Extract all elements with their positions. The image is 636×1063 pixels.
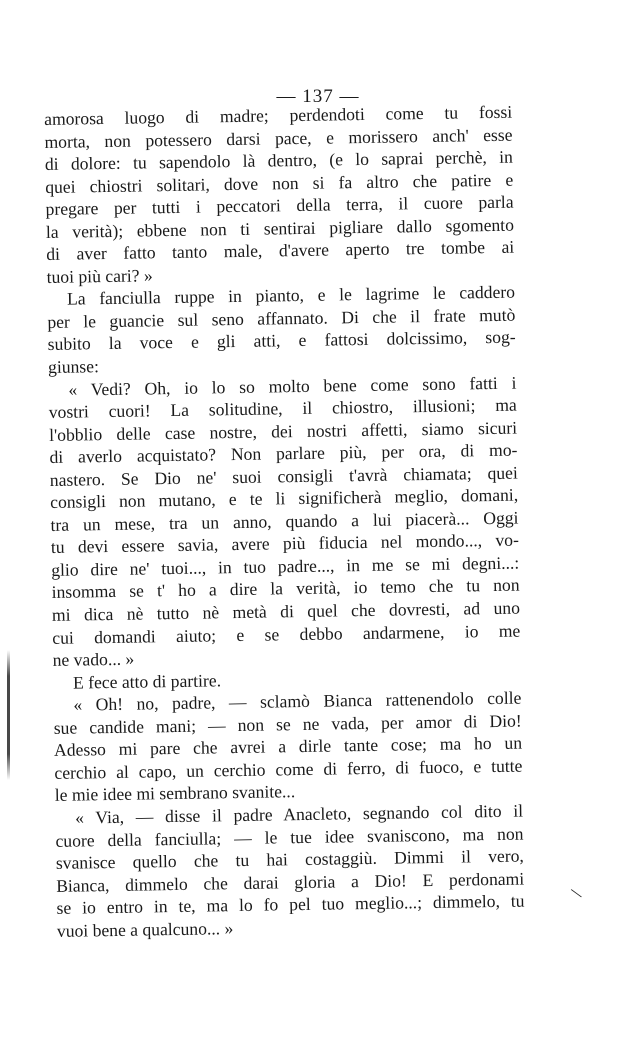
- text-line: tra un mese, tra un anno, quando a lui piacerà... Oggi: [50, 507, 519, 535]
- text-line: sue candide mani; — non se ne vada, per amor di Dio!: [53, 710, 522, 738]
- binding-shadow: [7, 650, 10, 780]
- page-number: — 137 —: [276, 86, 360, 107]
- text-line: ne vado... »: [52, 648, 135, 671]
- text-line: di aver fatto tanto male, d'avere aperto tre tombe ai: [46, 236, 515, 265]
- text-line: vostri cuori! La solitudine, il chiostro, illusioni; ma: [48, 394, 517, 423]
- text-line: insomma se t' ho a dire la verità, io temo che tu non: [51, 575, 520, 603]
- text-line: tu devi essere savia, avere più fiducia nel mondo..., vo-: [50, 529, 520, 558]
- text-line: cui domandi aiuto; e se debbo andarmene, io me: [52, 620, 521, 648]
- text-line: vuoi bene a qualcuno... »: [56, 917, 234, 941]
- text-line: la verità); ebbene non ti sentirai pigliare dallo sgomento: [45, 214, 515, 242]
- text-line: giunse:: [47, 356, 100, 377]
- text-line: per le guancie sul seno affannato. Di che il frate mutò: [47, 304, 516, 332]
- text-line: « Vedi? Oh, io lo so molto bene come sono fatti i: [68, 372, 517, 400]
- body-text: [44, 101, 525, 942]
- text-line: La fanciulla ruppe in pianto, e le lagrime le caddero: [66, 282, 516, 310]
- text-line: « Via, — disse il padre Anacleto, segnando col dito il: [74, 800, 524, 828]
- text-line: quei chiostri solitari, dove non si fa altro che patire e: [45, 169, 514, 197]
- margin-mark: \: [568, 883, 585, 903]
- text-line: consigli non mutano, e te li significherà meglio, domani,: [50, 484, 519, 513]
- text-line: cuore della fanciulla; — le tue idee svaniscono, ma non: [55, 823, 524, 851]
- text-line: svanisce quello che tu hai costaggiù. Dimmi il vero,: [55, 845, 524, 873]
- text-line: nastero. Se Dio ne' suoi consigli t'avrà chiamata; quei: [49, 462, 518, 490]
- text-line: Adesso mi pare che avrei a dirle tante cose; ma ho un: [53, 732, 523, 761]
- text-line: l'obblio delle case nostre, dei nostri affetti, siamo sicuri: [48, 417, 518, 445]
- text-line: subito la voce e gli atti, e fattosi dolcissimo, sog-: [47, 327, 516, 355]
- text-line: le mie idee mi sembrano svanite...: [54, 781, 296, 806]
- text-line: cerchio al capo, un cerchio come di ferro, di fuoco, e tutte: [54, 755, 523, 783]
- text-line: E fece atto di partire.: [72, 669, 222, 693]
- text-line: amorosa luogo di madre; perdendoti come tu fossi: [44, 101, 513, 129]
- text-line: Bianca, dimmelo che darai gloria a Dio! E perdonami: [56, 868, 525, 896]
- text-line: di averlo acquistato? Non parlare più, per ora, di mo-: [49, 439, 518, 468]
- text-line: pregare per tutti i peccatori della terra, il cuore parla: [45, 191, 514, 220]
- text-line: « Oh! no, padre, — sclamò Bianca rattenendolo colle: [73, 687, 522, 715]
- text-line: mi dica nè tutto nè metà di quel che dovresti, ad uno: [51, 597, 521, 625]
- text-line: glio dire ne' tuoi..., in tuo padre..., in me se mi degni...:: [51, 552, 520, 580]
- text-line: di dolore: tu sapendolo là dentro, (e lo saprai perchè, in: [44, 146, 513, 175]
- text-line: tuoi più cari? »: [46, 265, 153, 287]
- text-line: morta, non potessero darsi pace, e morissero anch' esse: [44, 124, 513, 152]
- text-line: se io entro in te, ma lo fo pel tuo meglio...; dimmelo, tu: [56, 890, 525, 919]
